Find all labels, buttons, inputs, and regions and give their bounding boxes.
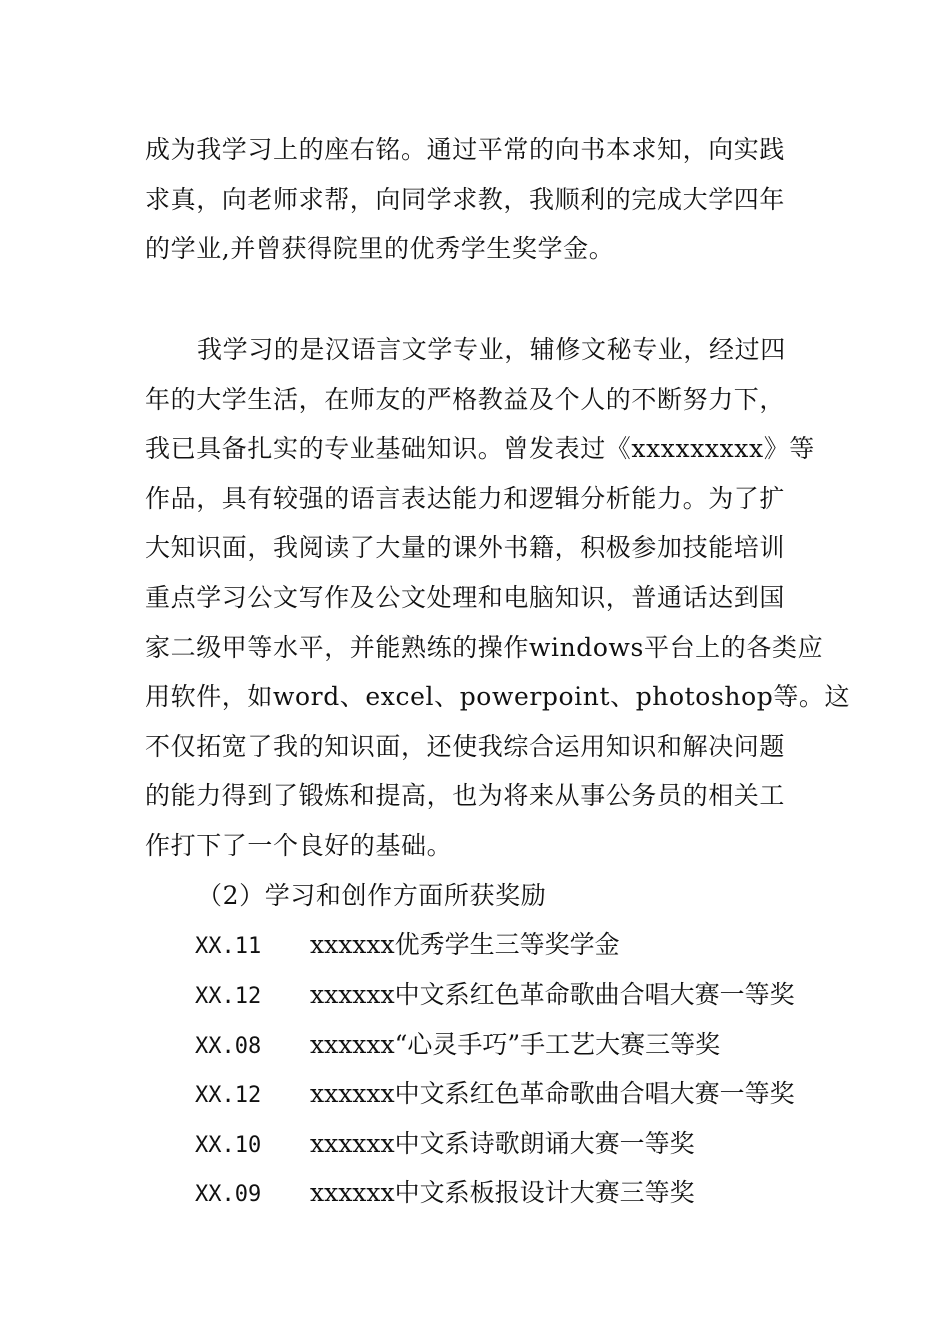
awards-heading: （2）学习和创作方面所获奖励: [197, 881, 547, 910]
award-text: xxxxxx中文系红色革命歌曲合唱大赛一等奖: [310, 1079, 795, 1108]
paragraph-line: 作品，具有较强的语言表达能力和逻辑分析能力。为了扩: [145, 484, 786, 513]
award-date: XX.12: [195, 1083, 262, 1108]
paragraph-line: 我学习的是汉语言文学专业，辅修文秘专业，经过四: [197, 335, 786, 364]
paragraph-line: 家二级甲等水平，并能熟练的操作windows平台上的各类应: [145, 633, 824, 662]
paragraph-line: 成为我学习上的座右铭。通过平常的向书本求知，向实践: [145, 135, 786, 164]
paragraph-line: 年的大学生活，在师友的严格教益及个人的不断努力下，: [145, 385, 786, 414]
award-date: XX.11: [195, 934, 262, 959]
paragraph-line: 作打下了一个良好的基础。: [145, 831, 453, 860]
award-text: xxxxxx中文系板报设计大赛三等奖: [310, 1178, 695, 1207]
award-item: [195, 979, 795, 1013]
paragraph-line: 大知识面，我阅读了大量的课外书籍，积极参加技能培训: [145, 533, 786, 562]
award-item: [195, 1029, 720, 1063]
paragraph-line: 不仅拓宽了我的知识面，还使我综合运用知识和解决问题: [145, 732, 786, 761]
award-text: xxxxxx中文系诗歌朗诵大赛一等奖: [310, 1129, 695, 1158]
paragraph-line: 用软件，如word、excel、powerpoint、photoshop等。这: [145, 682, 851, 711]
paragraph-line: 的学业,并曾获得院里的优秀学生奖学金。: [145, 234, 615, 263]
award-item: [195, 1128, 695, 1162]
award-text: xxxxxx中文系红色革命歌曲合唱大赛一等奖: [310, 980, 795, 1009]
award-item: [195, 1177, 695, 1211]
award-text: xxxxxx优秀学生三等奖学金: [310, 930, 620, 959]
award-date: XX.12: [195, 984, 262, 1009]
paragraph-line: 求真，向老师求帮，向同学求教，我顺利的完成大学四年: [145, 185, 786, 214]
award-date: XX.08: [195, 1034, 262, 1059]
award-item: [195, 929, 620, 963]
award-item: [195, 1078, 795, 1112]
paragraph-line: 我已具备扎实的专业基础知识。曾发表过《xxxxxxxxx》等: [145, 434, 815, 463]
award-text: xxxxxx“心灵手巧”手工艺大赛三等奖: [310, 1030, 721, 1059]
paragraph-line: 的能力得到了锻炼和提高，也为将来从事公务员的相关工: [145, 781, 786, 810]
paragraph-line: 重点学习公文写作及公文处理和电脑知识，普通话达到国: [145, 583, 786, 612]
award-date: XX.09: [195, 1182, 262, 1207]
award-date: XX.10: [195, 1133, 262, 1158]
